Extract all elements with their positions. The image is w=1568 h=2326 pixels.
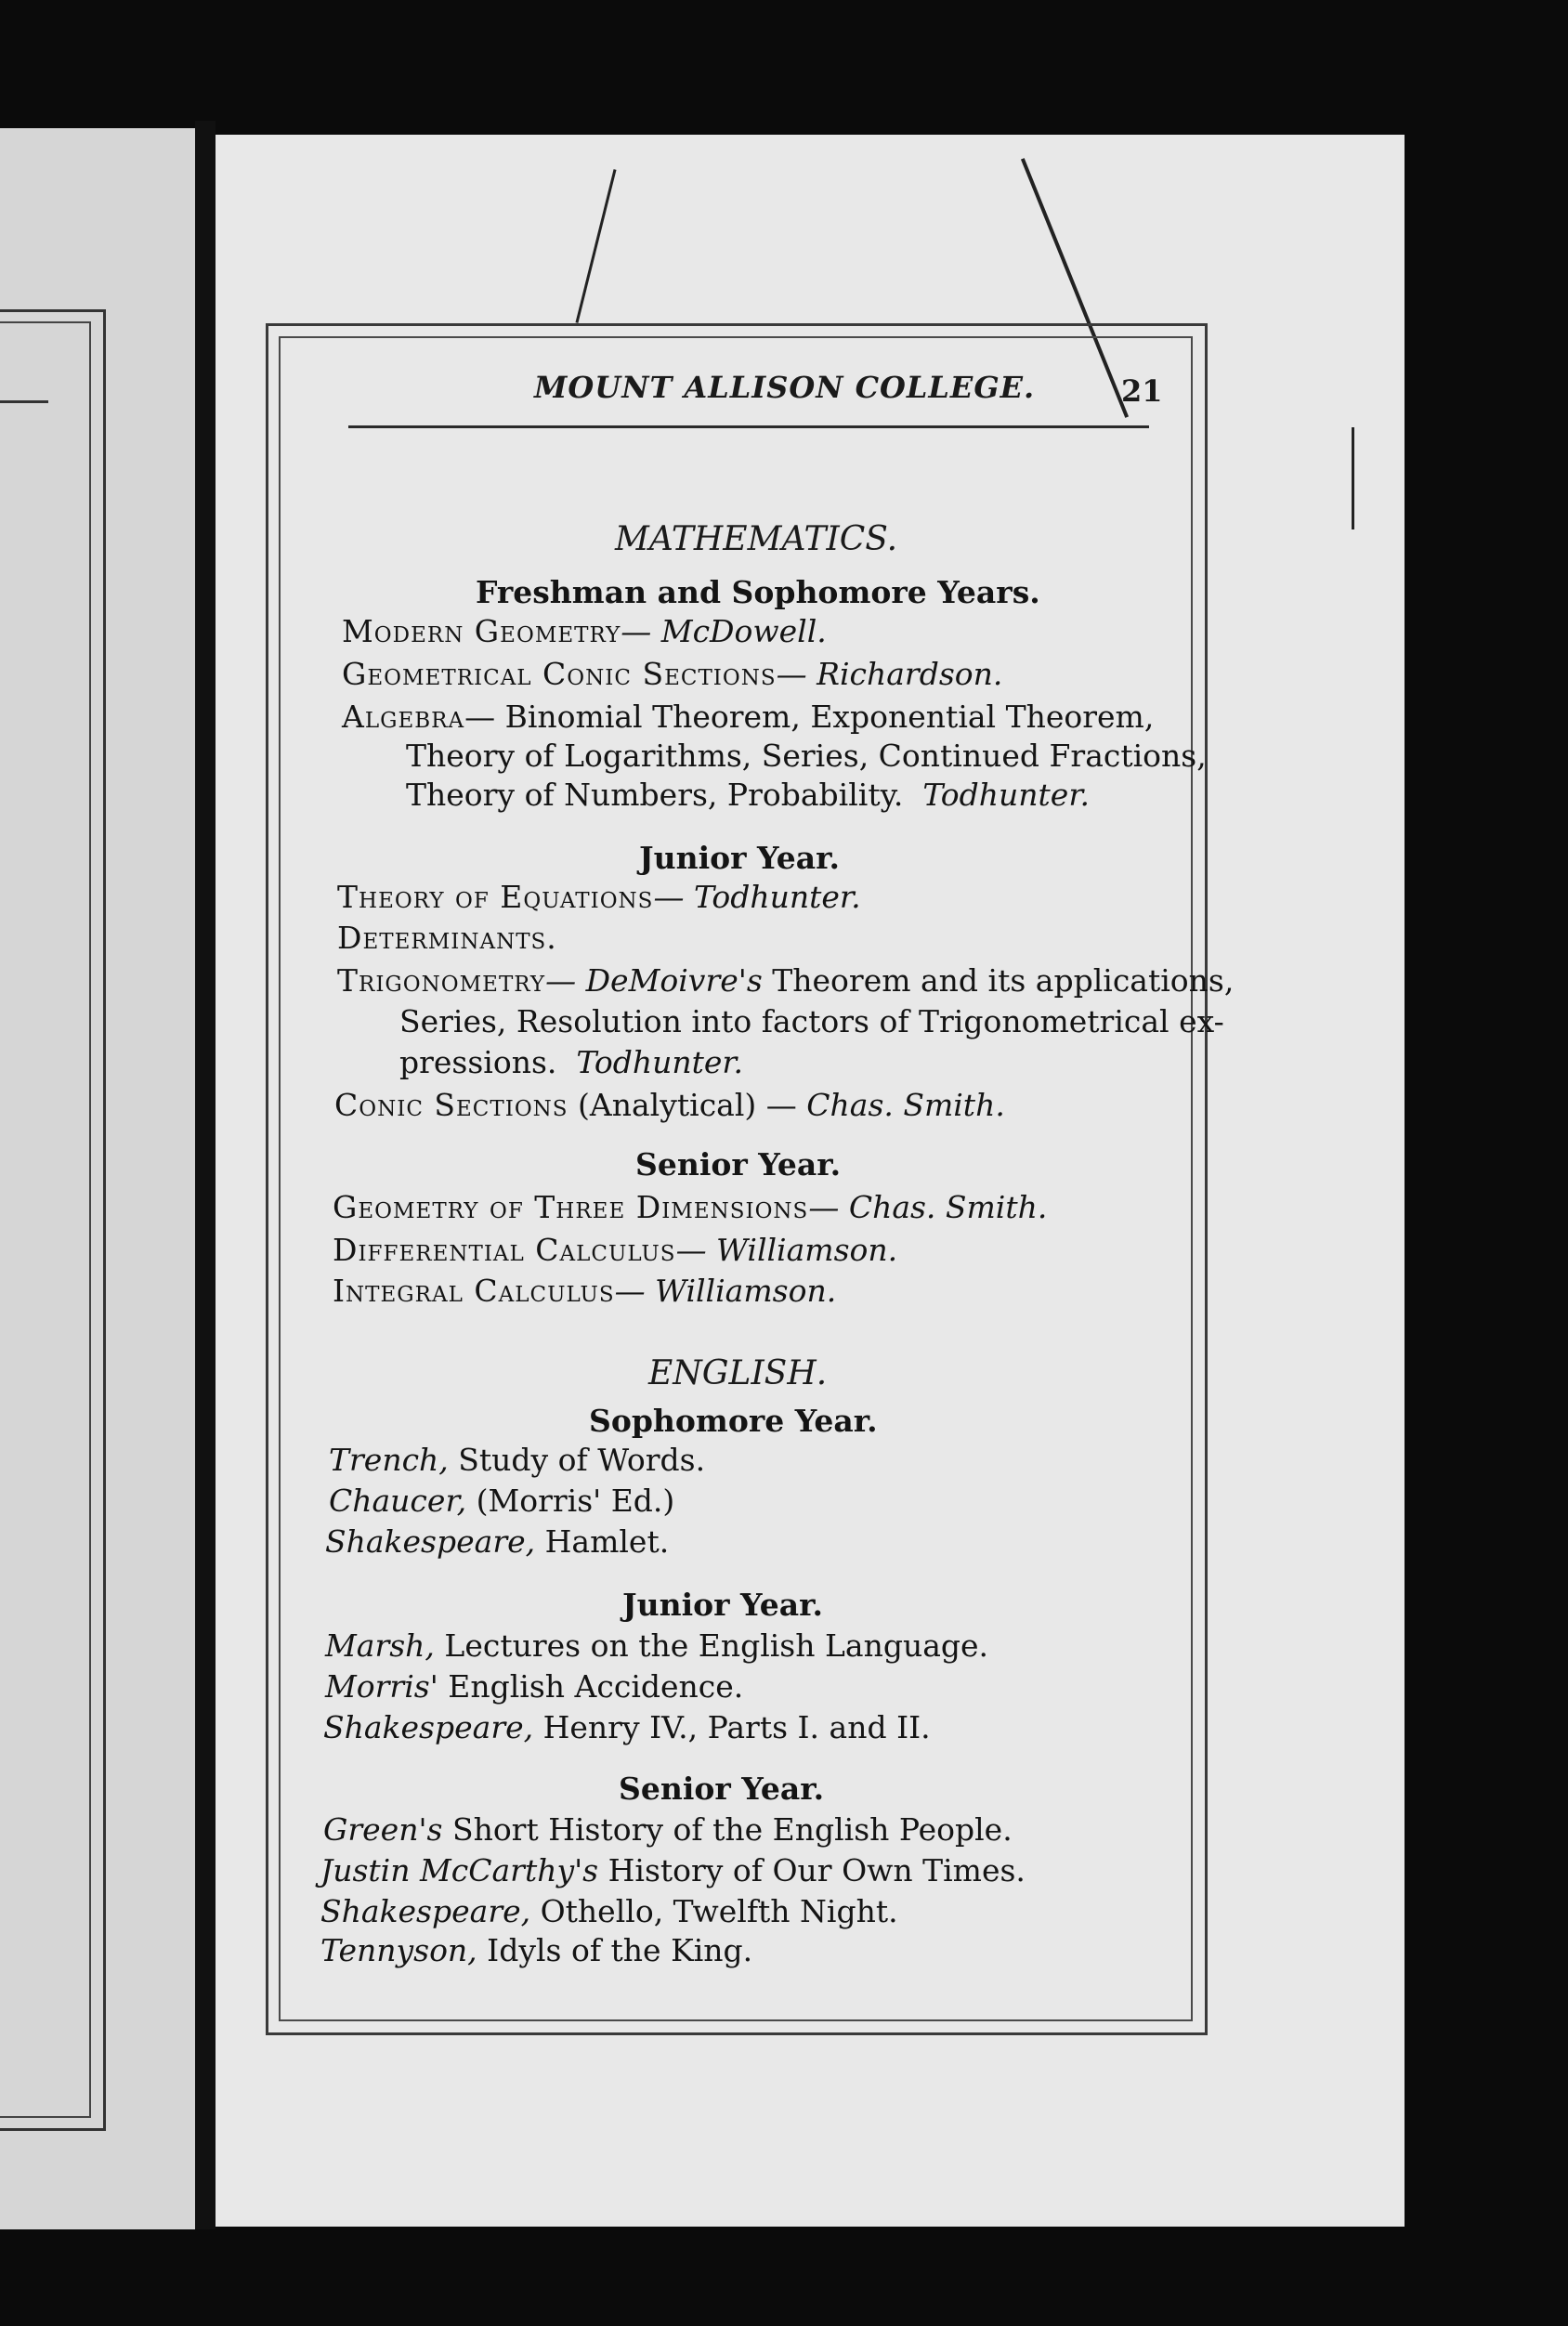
english-line: Justin McCarthy's History of Our Own Times. [320, 1852, 1026, 1888]
english-sophomore-heading: Sophomore Year. [589, 1403, 878, 1439]
math-line: pressions. Todhunter. [399, 1044, 744, 1080]
running-title: MOUNT ALLISON COLLEGE. [534, 370, 1036, 405]
page-number: 21 [1121, 373, 1163, 409]
math-line: Theory of Numbers, Probability. Todhunter. [406, 777, 1090, 813]
english-junior-heading: Junior Year. [622, 1587, 823, 1623]
math-line: Modern Geometry— McDowell. [342, 613, 827, 649]
math-line: Algebra— Binomial Theorem, Exponential Theorem, [342, 699, 1155, 735]
header-rule [348, 425, 1149, 428]
mathematics-title: MATHEMATICS. [615, 520, 898, 558]
english-title: ENGLISH. [648, 1354, 828, 1392]
scan-scratch [1352, 427, 1354, 529]
english-line: Marsh, Lectures on the English Language. [325, 1627, 989, 1664]
english-senior-heading: Senior Year. [619, 1771, 825, 1807]
math-junior-heading: Junior Year. [639, 840, 840, 876]
english-line: Shakespeare, Hamlet. [325, 1523, 670, 1560]
english-line: Tennyson, Idyls of the King. [320, 1932, 753, 1968]
english-line: Morris' English Accidence. [325, 1668, 744, 1705]
book-gutter [195, 121, 216, 2229]
math-line: Geometry of Three Dimensions— Chas. Smith. [333, 1189, 1048, 1225]
english-line: Shakespeare, Henry IV., Parts I. and II. [323, 1709, 931, 1745]
math-line: Differential Calculus— Williamson. [333, 1232, 898, 1268]
math-line: Theory of Logarithms, Series, Continued Fractions, [406, 738, 1207, 774]
english-line: Trench, Study of Words. [329, 1442, 706, 1478]
english-line: Chaucer, (Morris' Ed.) [329, 1483, 675, 1519]
math-line: Determinants. [337, 920, 557, 956]
facing-page-frame-inner [0, 321, 91, 2118]
math-line: Geometrical Conic Sections— Richardson. [342, 656, 1003, 692]
math-line: Trigonometry— DeMoivre's Theorem and its applications, [337, 962, 1235, 999]
english-line: Green's Short History of the English People. [323, 1811, 1013, 1848]
facing-page [0, 128, 195, 2229]
math-senior-heading: Senior Year. [635, 1146, 842, 1183]
math-freshman-sophomore-heading: Freshman and Sophomore Years. [476, 574, 1040, 610]
math-line: Theory of Equations— Todhunter. [337, 879, 861, 915]
math-line: Conic Sections (Analytical) — Chas. Smith. [334, 1087, 1005, 1123]
math-line: Series, Resolution into factors of Trigonometrical ex- [399, 1003, 1224, 1039]
english-line: Shakespeare, Othello, Twelfth Night. [320, 1893, 898, 1929]
math-line: Integral Calculus— Williamson. [333, 1273, 837, 1309]
